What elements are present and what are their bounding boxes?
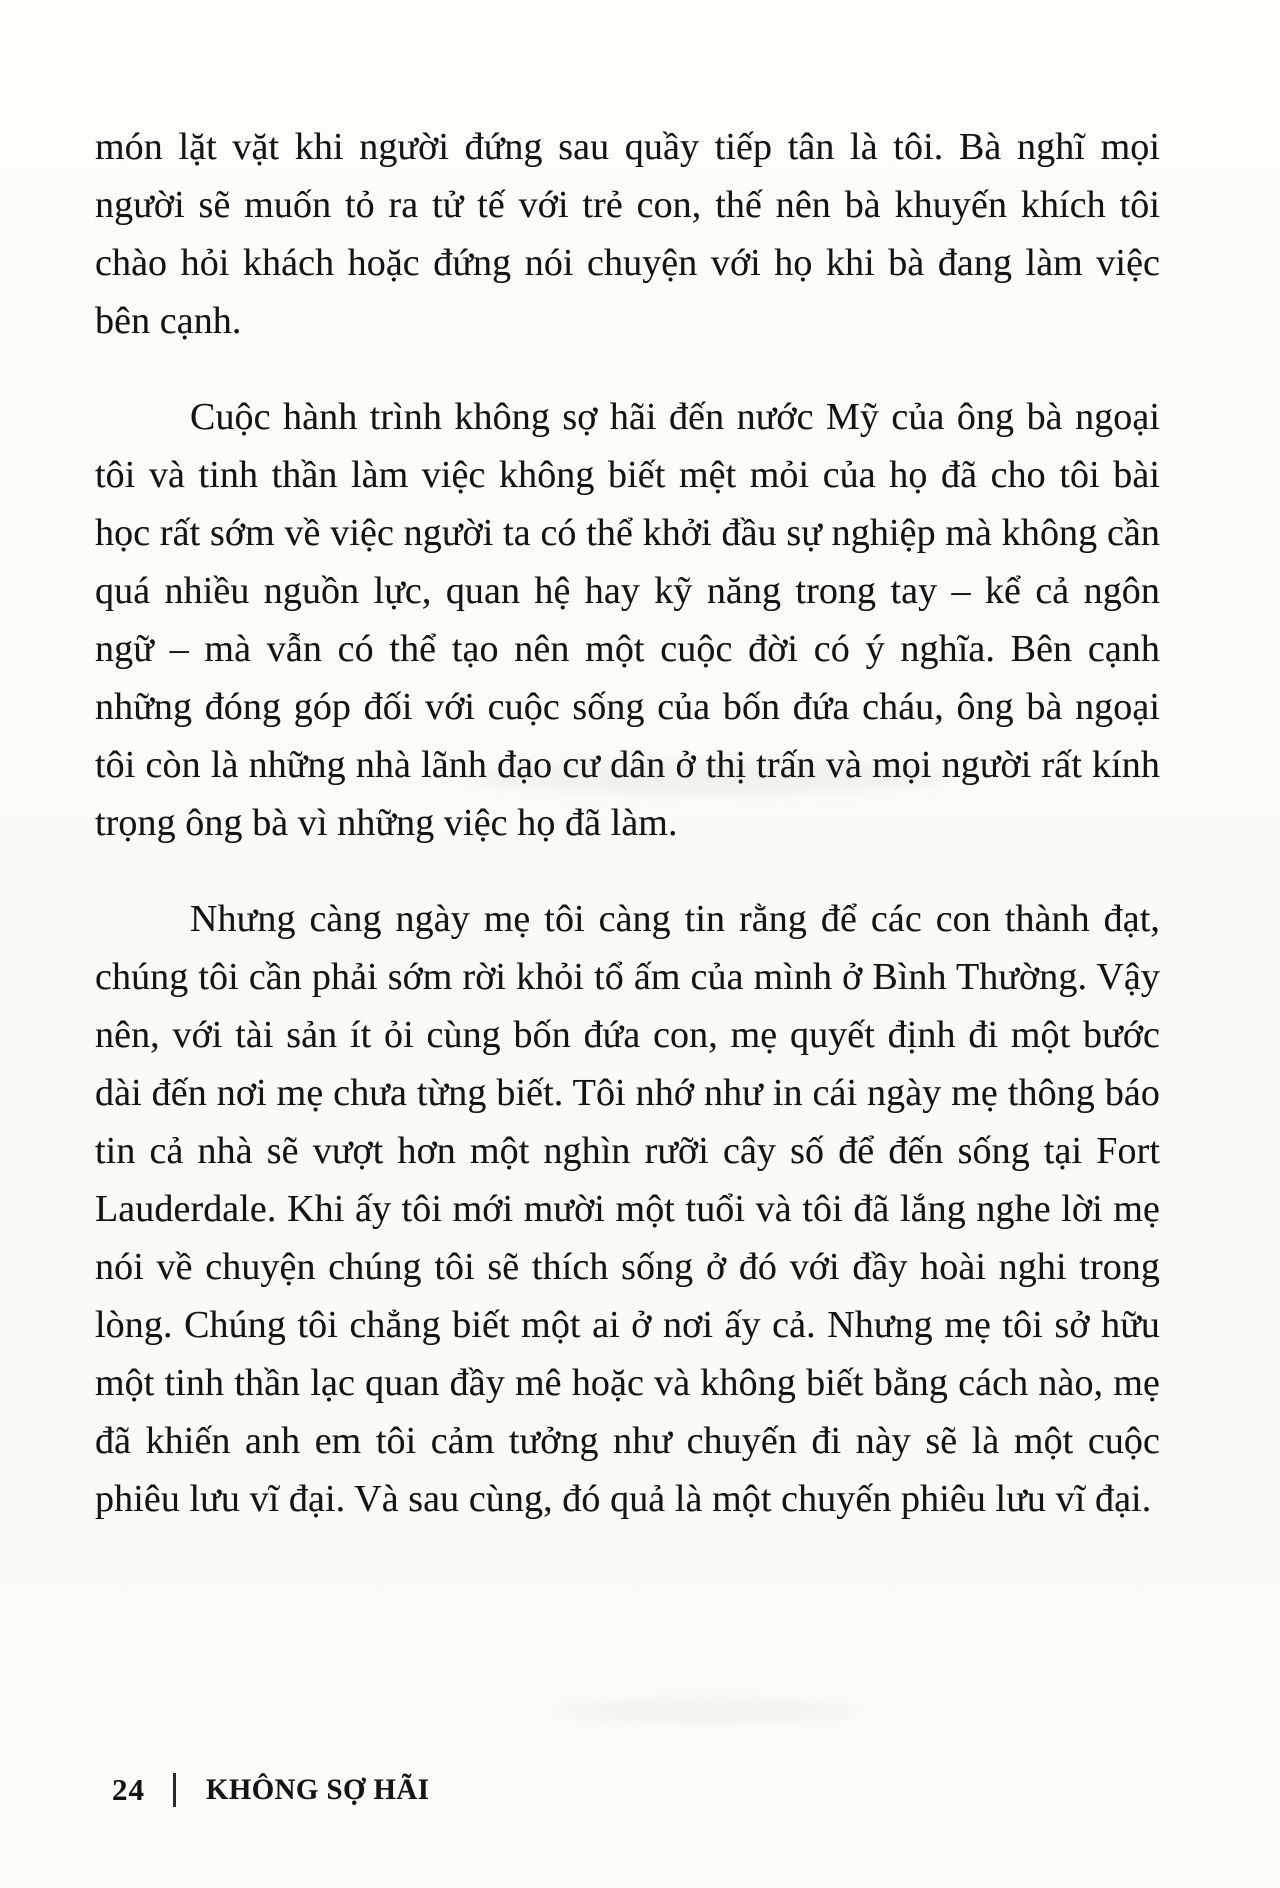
book-title: KHÔNG SỢ HÃI xyxy=(206,1773,430,1806)
body-text xyxy=(95,118,1160,1528)
page-number: 24 xyxy=(112,1772,145,1807)
paragraph: Cuộc hành trình không sợ hãi đến nước Mỹ của ông bà ngoại tôi và tinh thần làm việc không biết mệt mỏi của họ đã cho tôi bài học rất sớm về việc người ta có thể khởi đầu sự nghiệp mà không cần quá nhiều nguồn lực, quan hệ hay kỹ năng trong tay – kể cả ngôn ngữ – mà vẫn có thể tạo nên một cuộc đời có ý nghĩa. Bên cạnh những đóng góp đối với cuộc sống của bốn đứa cháu, ông bà ngoại tôi còn là những nhà lãnh đạo cư dân ở thị trấn và mọi người rất kính trọng ông bà vì những việc họ đã làm. xyxy=(95,396,1160,844)
page-footer xyxy=(112,1772,439,1808)
footer-divider xyxy=(173,1773,176,1807)
paragraph: Nhưng càng ngày mẹ tôi càng tin rằng để các con thành đạt, chúng tôi cần phải sớm rời khỏi tổ ấm của mình ở Bình Thường. Vậy nên, với tài sản ít ỏi cùng bốn đứa con, mẹ quyết định đi một bước dài đến nơi mẹ chưa từng biết. Tôi nhớ như in cái ngày mẹ thông báo tin cả nhà sẽ vượt hơn một nghìn rưỡi cây số để đến sống tại Fort Lauderdale. Khi ấy tôi mới mười một tuổi và tôi đã lắng nghe lời mẹ nói về chuyện chúng tôi sẽ thích sống ở đó với đầy hoài nghi trong lòng. Chúng tôi chẳng biết một ai ở nơi ấy cả. Nhưng mẹ tôi sở hữu một tinh thần lạc quan đầy mê hoặc và không biết bằng cách nào, mẹ đã khiến anh em tôi cảm tưởng như chuyến đi này sẽ là một cuộc phiêu lưu vĩ đại. Và sau cùng, đó quả là một chuyến phiêu lưu vĩ đại. xyxy=(95,898,1160,1520)
paragraph-continuation: món lặt vặt khi người đứng sau quầy tiếp tân là tôi. Bà nghĩ mọi người sẽ muốn tỏ ra tử tế với trẻ con, thế nên bà khuyến khích tôi chào hỏi khách hoặc đứng nói chuyện với họ khi bà đang làm việc bên cạnh. xyxy=(95,126,1160,342)
scan-smudge xyxy=(560,1698,860,1724)
